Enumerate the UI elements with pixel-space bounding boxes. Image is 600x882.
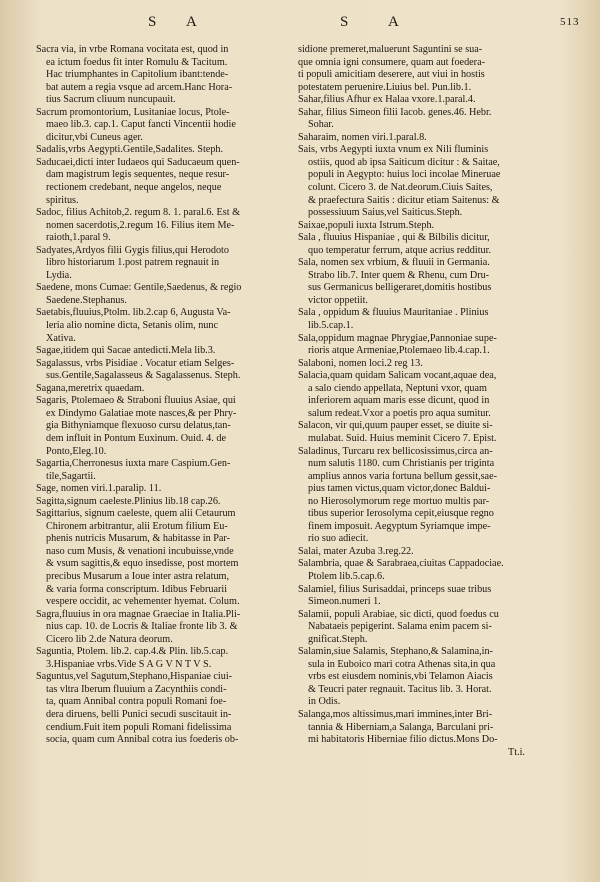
text-line: rioris atque Armeniae,Ptolemaeo lib.4.cap.1.	[308, 345, 490, 357]
text-line: dam magistrum legis sequentes, neque resur-	[46, 169, 230, 181]
header-letter: S	[340, 14, 350, 30]
text-line: num salutis 1180. cum Christianis per triginta	[308, 458, 495, 470]
text-line: Sagitta,signum caeleste.Plinius lib.18 cap.26.	[36, 495, 221, 507]
text-line: socia, quam cum Annibal cotra ius foederis ob-	[46, 734, 239, 746]
text-line: Chironem arbitrantur, alii Erotum filium Eu-	[46, 520, 228, 532]
text-line: & praefectura Saitis : dicitur etiam Saitenus: &	[308, 194, 500, 206]
text-line: & Teucri pater regnauit. Tacitus lib. 3. Horat.	[308, 683, 492, 695]
text-line: tannia & Hiberniam,a Salanga, Barculani pri-	[308, 721, 494, 733]
text-line: Sagaris, Ptolemaeo & Straboni fluuius Asiae, qui	[36, 395, 236, 407]
text-line: 3.Hispaniae vrbs.Vide S A G V N T V S.	[46, 658, 212, 670]
text-line: vrbs est eiusdem nominis,vbi Telamon Aiacis	[308, 671, 493, 683]
text-line: rectionem credebant, neque angelos, neque	[46, 182, 222, 194]
text-line: Sais, vrbs Aegypti iuxta vnum ex Nili fluminis	[298, 144, 489, 156]
page-number: 513	[560, 16, 580, 28]
text-line: tius Sacrum cliuum nuncupauit.	[46, 94, 176, 106]
text-line: victor oppetiit.	[308, 294, 368, 306]
text-line: Saguntus,vel Sagutum,Stephano,Hispaniae ciui-	[36, 671, 233, 683]
text-line: Hac triumphantes in Capitolium ibant:tende-	[46, 69, 229, 81]
text-line: Salamin,siue Salamis, Stephano,& Salamina,in-	[298, 646, 493, 658]
text-line: tibus superior Ierosolyma cepit,eiusque regno	[308, 508, 494, 520]
text-line: ea ictum foedus fit inter Romulu & Tacitum.	[46, 56, 228, 68]
text-line: sula in Euboico mari cotra Athenas sita,in qua	[308, 658, 496, 670]
text-line: Salacia,quam quidam Salicam vocant,aquae dea,	[298, 370, 497, 382]
text-line: Nabataeis pepigerint. Salama enim pacem si-	[308, 621, 492, 633]
text-line: Simeon.numeri 1.	[308, 596, 381, 608]
right-text-column	[298, 44, 556, 759]
text-line: Salambria, quae & Sarabraea,ciuitas Cappadociae.	[298, 558, 504, 570]
text-line: in Odis.	[308, 696, 341, 708]
text-line: populi in Aegypto: huius loci incolae Mineruae	[308, 169, 501, 181]
text-line: lib.5.cap.1.	[308, 320, 354, 332]
text-line: & varia forma conscriptum. Idibus Februarii	[46, 583, 228, 595]
text-line: ta, quam Annibal contra populi Romani foe-	[46, 696, 227, 708]
text-line: gnificat.Steph.	[308, 633, 368, 645]
text-line: possessiuum Saius,vel Saiticus.Steph.	[308, 207, 463, 219]
text-line: Sala , oppidum & fluuius Mauritaniae . Plinius	[298, 307, 489, 319]
text-line: Sadyates,Ardyos filii Gygis filius,qui Herodoto	[36, 244, 229, 256]
text-line: sidione premeret,maluerunt Saguntini se sua-	[298, 44, 483, 55]
text-line: Lydia.	[46, 269, 72, 281]
text-line: Saedene, mons Cumae: Gentile,Saedenus, & regio	[36, 282, 242, 294]
text-line: Xativa.	[46, 332, 76, 344]
text-line: Sage, nomen viri.1.paralip. 11.	[36, 483, 162, 495]
header-letter: S	[148, 14, 158, 30]
text-line: dera diruens, belli Punici secudi suscitauit in-	[46, 708, 232, 720]
text-line: Sacrum promontorium, Lusitaniae locus, Ptole-	[36, 106, 230, 118]
text-line: Ponto,Eleg.10.	[46, 445, 107, 457]
text-line: Saharaim, nomen viri.1.paral.8.	[298, 131, 427, 143]
text-line: Saladinus, Turcaru rex bellicosissimus,circa an-	[298, 445, 493, 457]
text-line: Strabo lib.7. Inter quem & Rhenu, cum Dru-	[308, 269, 490, 281]
text-line: Ptolem lib.5.cap.6.	[308, 570, 385, 582]
text-line: Salaboni, nomen loci.2 reg 13.	[298, 357, 423, 369]
text-line: Sadoc, filius Achitob,2. regum 8. 1. paral.6. Est &	[36, 207, 241, 219]
text-line: Saixae,populi iuxta Istrum.Steph.	[298, 219, 435, 231]
text-line: Sadalis,vrbs Aegypti.Gentile,Sadalites. Steph.	[36, 144, 224, 156]
text-line: nius cap. 10. de Locris & Italiae fronte lib 3. &	[46, 621, 238, 633]
text-line: pius tamen victus,quam victor,donec Baldui-	[308, 483, 491, 495]
text-line: Sagittarius, signum caeleste, quem alii Cetaurum	[36, 508, 236, 520]
text-line: dem influit in Pontum Euxinum. Ouid. 4. de	[46, 432, 226, 444]
text-line: Salanga,mos altissimus,mari immines,inter Bri-	[298, 708, 493, 720]
text-line: spiritus.	[46, 194, 79, 206]
text-line: Sacra via, in vrbe Romana vocitata est, quod in	[36, 44, 229, 55]
text-line: rio suo adiecit.	[308, 533, 369, 545]
text-line: Saguntia, Ptolem. lib.2. cap.4.& Plin. lib.5.cap.	[36, 646, 229, 658]
text-line: sus.Gentile,Sagalasseus & Sagalassenus. Steph.	[46, 370, 241, 382]
text-line: libro historiarum 1.post patrem regnauit in	[46, 257, 220, 269]
text-line: Sala, nomen sex vrbium, & fluuii in Germania.	[298, 257, 490, 269]
text-line: maeo lib.3. cap.1. Caput fancti Vincentii hodie	[46, 119, 236, 131]
text-line: colunt. Cicero 3. de Nat.deorum.Ciuis Saites,	[308, 182, 493, 194]
text-line: leria alio nomine dicta, Setanis olim, nunc	[46, 320, 219, 332]
text-line: Sala , fluuius Hispaniae , qui & Bilbilis dicitur,	[298, 232, 490, 244]
text-line: sus Germanicus belligeraret,domitis hostibus	[308, 282, 492, 294]
text-line: inferiorem aquam maris esse dicunt, quod in	[308, 395, 490, 407]
text-line: salum redeat.Vxor a poetis pro aqua sumitur.	[308, 407, 491, 419]
text-line: raioth,1.paral 9.	[46, 232, 111, 244]
text-line: nomen sacerdotis,2.regum 16. Filius item Me-	[46, 219, 235, 231]
text-line: finem imposuit. Aegyptum Syriamque impe-	[308, 520, 491, 532]
text-line: potestatem peruenire.Liuius bel. Pun.lib.1.	[298, 81, 472, 93]
text-line: ostiis, quod ab ipsa Saiticum dicitur : & Saitae,	[308, 156, 500, 168]
text-line: Sagra,fluuius in ora magnae Graeciae in Italia.Pli-	[36, 608, 241, 620]
header-letter: A	[186, 14, 198, 30]
text-line: Salacon, vir qui,quum pauper esset, se diuite si-	[298, 420, 493, 432]
text-line: tile,Sagartii.	[46, 470, 96, 482]
text-line: dicitur,vbi Cuneus ager.	[46, 131, 143, 143]
text-line: Sohar.	[308, 119, 334, 131]
text-line: Tt.i.	[508, 746, 525, 758]
text-line: gia Bithyniamque flexuoso cursu delatus,tan-	[46, 420, 231, 432]
text-line: no Hierosolymorum rege mortuo multis par-	[308, 495, 490, 507]
text-line: phenis nutricis Musarum, & habitasse in Par-	[46, 533, 230, 545]
text-line: amplius annos varia fortuna bellum gessit,sae-	[308, 470, 497, 482]
text-line: Sagartia,Cherronesus iuxta mare Caspium.Gen-	[36, 458, 231, 470]
text-line: quo temperatur ferrum, atque acrius redditur.	[308, 244, 492, 256]
text-line: ex Dindymo Galatiae mote nasces,& per Phry-	[46, 407, 237, 419]
text-line: naso cum Musis, & venationi incubuisse,vnde	[46, 545, 234, 557]
text-line: Salai, mater Azuba 3.reg.22.	[298, 545, 414, 557]
text-line: Saedene.Stephanus.	[46, 294, 127, 306]
text-line: Sagana,meretrix quaedam.	[36, 382, 145, 394]
running-header	[0, 14, 600, 38]
text-line: Cicero lib 2.de Natura deorum.	[46, 633, 173, 645]
text-line: que omnia igni consumere, quam aut foedera-	[298, 56, 485, 68]
text-line: Saducaei,dicti inter Iudaeos qui Saducaeum quen-	[36, 156, 240, 168]
left-text-column	[36, 44, 294, 747]
text-line: tas vltra Iberum fluuium a Zacynthiis condi-	[46, 683, 227, 695]
text-line: Sahar, filius Simeon filii Iacob. genes.46. Hebr.	[298, 106, 492, 118]
text-line: Salamiel, filius Surisaddai, princeps suae tribus	[298, 583, 492, 595]
text-line: & vsum sagittis,& equo insedisse, post mortem	[46, 558, 239, 570]
text-line: vespere occidit, ac vehementer hyemat. Colum.	[46, 596, 240, 608]
text-line: mi habitatoris Hiberniae filio dictus.Mons Do-	[308, 734, 498, 746]
text-line: Saetabis,fluuius,Ptolm. lib.2.cap 6, Augusta Va-	[36, 307, 231, 319]
text-line: precibus Musarum a Ioue inter astra relatum,	[46, 570, 230, 582]
text-line: a salo ciendo appellata, Neptuni vxor, quam	[308, 382, 487, 394]
header-letter: A	[388, 14, 400, 30]
text-line: Sahar,filius Afhur ex Halaa vxore.1.paral.4.	[298, 94, 476, 106]
text-line: ti populi amicitiam deserere, aut viui in hostis	[298, 69, 485, 81]
text-line: cendium.Fuit item populi Romani fidelissima	[46, 721, 232, 733]
text-line: Sagalassus, vrbs Pisidiae . Vocatur etiam Selges-	[36, 357, 235, 369]
text-line: mulabat. Suid. Huius meminit Cicero 7. Epist.	[308, 432, 497, 444]
text-line: Salamii, populi Arabiae, sic dicti, quod foedus cu	[298, 608, 499, 620]
text-line: Sagae,itidem qui Sacae antedicti.Mela lib.3.	[36, 345, 216, 357]
text-line: bat autem a regia vsque ad arcem.Hanc Hora-	[46, 81, 233, 93]
text-line: Sala,oppidum magnae Phrygiae,Pannoniae supe-	[298, 332, 497, 344]
